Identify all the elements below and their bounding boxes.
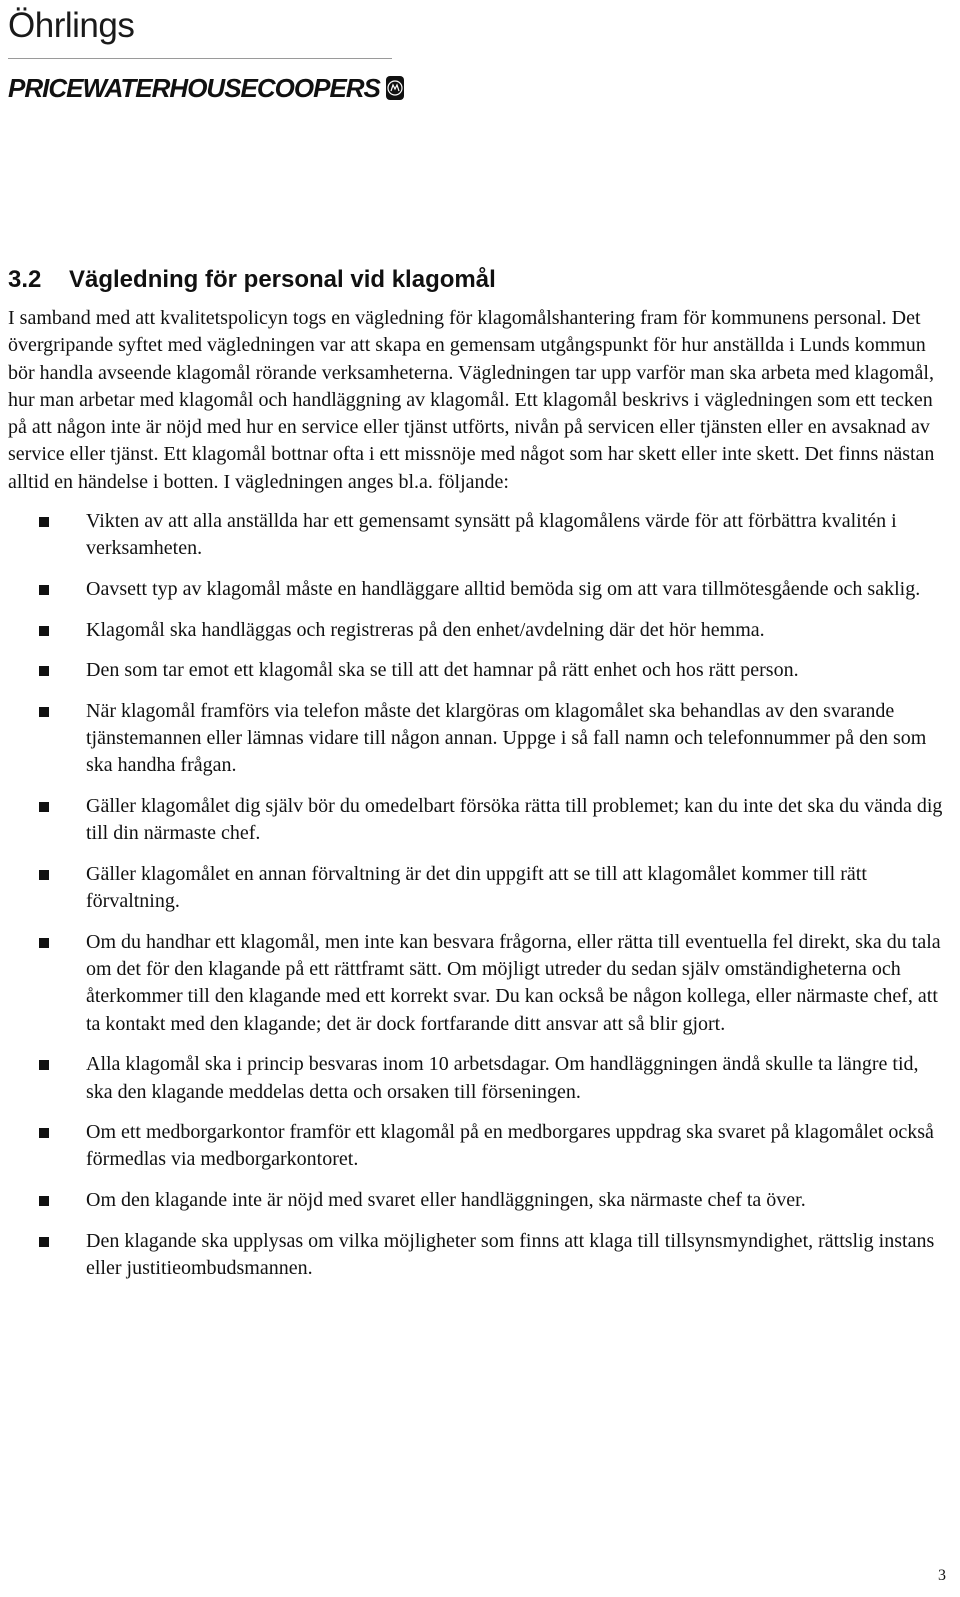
- list-item: [8, 698, 943, 780]
- list-item: [8, 1051, 943, 1106]
- list-item-text: Oavsett typ av klagomål måste en handläggare alltid bemöda sig om att vara tillmötesgående och saklig.: [86, 577, 921, 600]
- section-heading: [8, 265, 943, 295]
- list-item-text: Gäller klagomålet dig själv bör du omedelbart försöka rätta till problemet; kan du inte det ska du vända dig till din närmaste chef.: [86, 794, 943, 845]
- list-item-text: Om den klagande inte är nöjd med svaret eller handläggningen, ska närmaste chef ta över.: [86, 1188, 806, 1211]
- list-item-text: Den som tar emot ett klagomål ska se till att det hamnar på rätt enhet och hos rätt person.: [86, 659, 799, 682]
- section-number: 3.2: [8, 266, 42, 293]
- square-bullet-icon: [39, 1060, 49, 1070]
- brand-name: PRICEWATERHOUSECOOPERS: [8, 73, 380, 103]
- list-item-text: Vikten av att alla anställda har ett gemensamt synsätt på klagomålens värde för att förbättra kvalitén i verksamheten.: [86, 510, 897, 560]
- square-bullet-icon: [39, 1128, 49, 1138]
- square-bullet-icon: [39, 707, 49, 717]
- list-item: [8, 1228, 943, 1283]
- square-bullet-icon: [39, 666, 49, 676]
- square-bullet-icon: [39, 517, 49, 527]
- guideline-list: [8, 508, 943, 1282]
- page-number: 3: [938, 1567, 946, 1584]
- square-bullet-icon: [39, 585, 49, 595]
- list-item-text: Den klagande ska upplysas om vilka möjligheter som finns att klaga till tillsynsmyndighet, rättslig instans eller justitieombudsmannen.: [86, 1229, 935, 1279]
- list-item: [8, 861, 943, 916]
- list-item-text: Alla klagomål ska i princip besvaras inom 10 arbetsdagar. Om handläggningen ändå skulle ta längre tid, ska den klagande meddelas detta och orsaken till förseningen.: [86, 1053, 919, 1103]
- brand-logo: [8, 65, 392, 111]
- page-header: [8, 4, 392, 111]
- list-item-text: Gäller klagomålet en annan förvaltning är det din uppgift att se till att klagomålet kommer till rätt förvaltning.: [86, 862, 867, 913]
- list-item-text: När klagomål framförs via telefon måste det klargöras om klagomålet ska behandlas av den svarande tjänstemannen eller lämnas vidare till någon annan. Uppge i så fall namn och telefonnummer på den som ska handha frågan.: [86, 699, 927, 777]
- list-item: [8, 1187, 943, 1214]
- square-bullet-icon: [39, 1196, 49, 1206]
- list-item: [8, 929, 943, 1038]
- list-item-text: Om du handhar ett klagomål, men inte kan besvara frågorna, eller rätta till eventuella fel direkt, ska du tala om det för den klagande på ett rättframt sätt. Om möjligt utreder du sedan själv omständigheterna och återkommer till den klagande med ett korrekt svar. Du kan också be någon kollega, eller närmaste chef, att ta kontakt med den klagande; det är dock fortfarande ditt ansvar att så blir gjort.: [86, 930, 941, 1035]
- intro-paragraph: I samband med att kvalitetspolicyn togs en vägledning för klagomålshantering fram för kommunens personal. Det övergripande syftet med vägledningen var att skapa en gemensam utgångspunkt för hur anställda i Lunds kommun bör handla avseende klagomål rörande verksamheterna. Vägledningen tar upp varför man ska arbeta med klagomål, hur man arbetar med klagomål och handläggning av klagomål. Ett klagomål beskrivs i vägledningen som ett tecken på att någon inte är nöjd med hur en service eller tjänst utförts, nivån på servicen eller tjänsten eller en avsaknad av service eller tjänst. Ett klagomål bottnar ofta i ett missnöje med något som har skett eller inte skett. Det finns nästan alltid en händelse i botten. I vägledningen anges bl.a. följande:: [8, 307, 935, 493]
- list-item: [8, 657, 943, 684]
- list-item: [8, 793, 943, 848]
- square-bullet-icon: [39, 938, 49, 948]
- list-item-text: Klagomål ska handläggas och registreras på den enhet/avdelning där det hör hemma.: [86, 618, 765, 641]
- firm-name: Öhrlings: [8, 6, 135, 45]
- list-item-text: Om ett medborgarkontor framför ett klagomål på en medborgares uppdrag ska svaret på klagomålet också förmedlas via medborgarkontoret.: [86, 1121, 934, 1171]
- list-item: [8, 576, 943, 603]
- list-item: [8, 1119, 943, 1174]
- header-divider: [8, 58, 392, 59]
- document-body: [8, 265, 943, 1295]
- list-item: [8, 617, 943, 644]
- section-title: Vägledning för personal vid klagomål: [69, 266, 496, 293]
- square-bullet-icon: [39, 1237, 49, 1247]
- seal-icon: [386, 76, 404, 100]
- list-item: [8, 508, 943, 563]
- square-bullet-icon: [39, 870, 49, 880]
- square-bullet-icon: [39, 802, 49, 812]
- square-bullet-icon: [39, 626, 49, 636]
